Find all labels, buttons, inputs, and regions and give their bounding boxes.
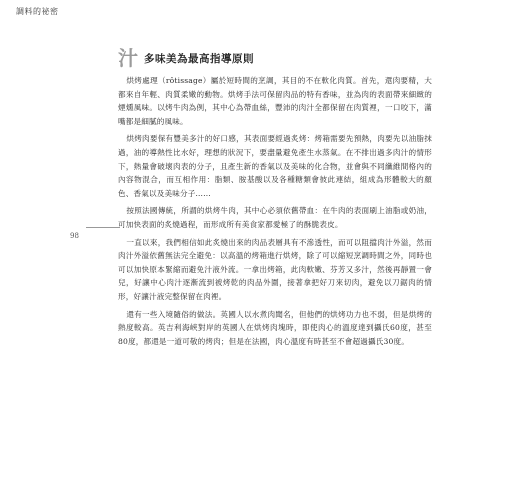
paragraph-5: 還有一些入境隨俗的做法。英國人以水煮肉聞名，但他們的烘烤功力也不弱，但是烘烤的熱度較高。英吉利海峽對岸的英國人在烘烤肉塊時，即使肉心的溫度達到攝氏60度，甚至80度，都還是一道可敬的烤肉；但是在法國，肉心溫度有時甚至不會超過攝氏30度。 <box>118 309 432 346</box>
page-number: 98 <box>70 232 79 240</box>
paragraph-3: 按照法國傳統，所謂的烘烤牛肉，其中心必須依舊帶血：在牛肉的表面刷上油脂或奶油，可加快表面的炙燒過程，而形成所有美食家都愛極了的酥脆表皮。 <box>118 206 432 229</box>
running-head: 調料的祕密 <box>16 7 59 16</box>
section-title: 多味美為最高指導原則 <box>144 52 254 65</box>
paragraph-1: 烘烤處理（rôtissage）屬於短時間的烹調，其目的不在軟化肉質。首先，還肉要精，大都來自年輕、肉質柔嫩的動物。烘烤手法可保留肉品的特有香味，並為肉的表面帶來細緻的煙燻風味。以烤牛肉為例，其中心為帶血絲，豐沛的肉汁全都保留在肉質裡，一口咬下，滿嘴都是細膩的風味。 <box>118 76 432 126</box>
paragraph-2: 烘烤肉要保有豐美多汁的好口感，其表面要經過炙烤：烤箱需要先預熱，肉要先以油脂抹過，油的導熱性比水好，理想的狀況下，要盡量避免產生水蒸氣。在不排出過多肉汁的情形下，熱量會破壞肉表的分子，且產生新的香氣以及美味的化合物，並會與不同纖維間格內的內容物混合，而互相作用：脂類、胺基酸以及各種糖類會彼此連結，組成為形體較大的顏色、香氣以及美味分子…… <box>118 134 432 198</box>
margin-rule <box>86 227 120 228</box>
section-mark: 汁 <box>118 46 138 70</box>
paragraph-4: 一直以來，我們相信如此炙燒出來的肉品表層具有不滲透性，而可以阻擋肉汁外溢，然而肉汁外溢依舊無法完全避免：以高溫的烤箱進行烘烤，除了可以縮短烹調時間之外，同時也可以加快原本緊縮而避免汁液外流。一拿出烤箱，此肉軟嫩、芬芳又多汁，然後再靜置一會兒，好讓中心肉汁逐漸流到被烤乾的肉品外圍，接著拿把好刀來切肉，避免以刀鋸肉的情形，好讓汁液完整保留在肉裡。 <box>118 237 432 301</box>
section-heading <box>118 48 418 68</box>
body-text <box>118 74 432 352</box>
